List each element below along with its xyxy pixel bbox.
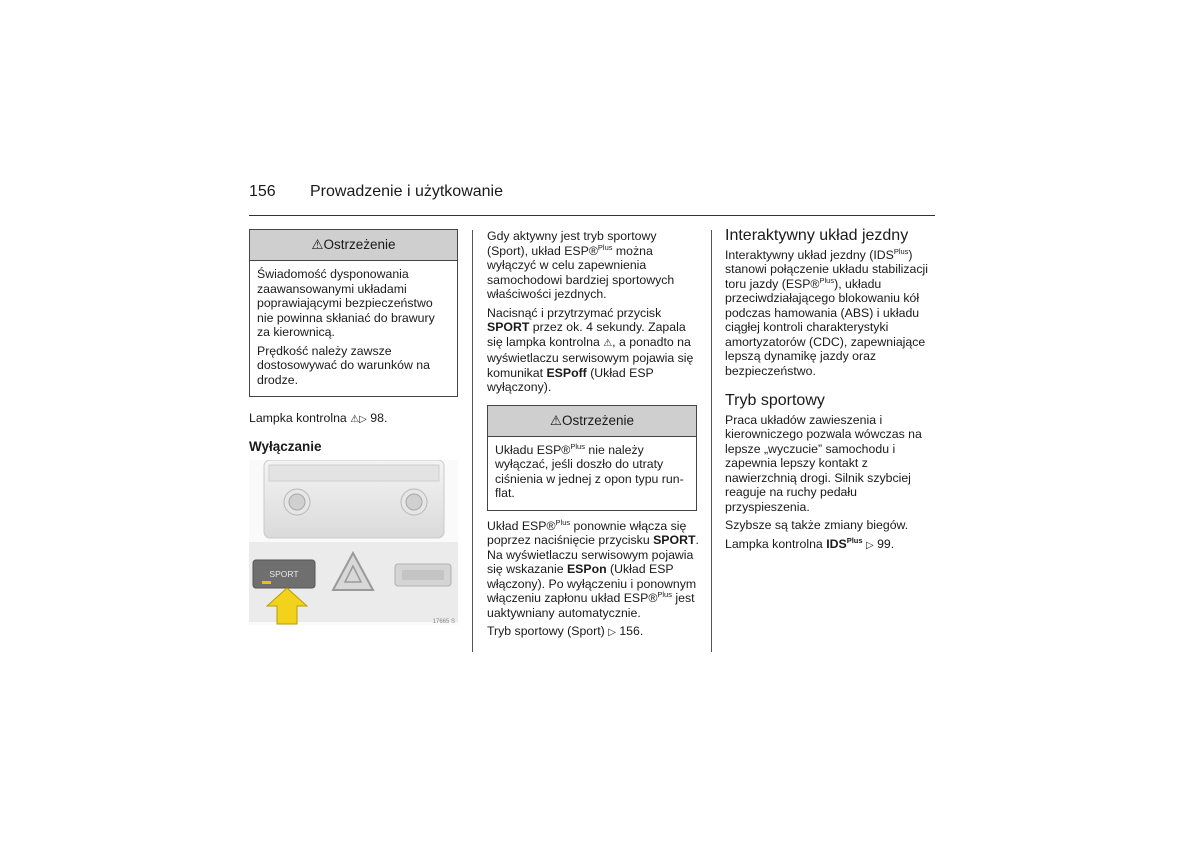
esp-lamp-icon: ⚠ bbox=[603, 337, 613, 349]
paragraph: Praca układów zawieszenia i kierowniczego pozwala wówczas na lepsze „wyczucie” samochodu i zapewnia lepszy kontakt z nawierzchnią drogi. Silnik szybciej reaguje na ruchy pedału przyspieszenia. bbox=[725, 412, 922, 514]
display-strip bbox=[269, 465, 439, 481]
paragraph: Lampka kontrolna $IDS^{Plus}$ ▷ 99. bbox=[725, 535, 895, 551]
warning-text: Świadomość dysponowania zaawansowanymi układami poprawiającymi bezpieczeństwo nie powinna skłaniać do brawury za kierownicą. bbox=[257, 267, 435, 339]
warning-triangle-icon: ⚠ bbox=[549, 412, 563, 428]
warning-header bbox=[488, 406, 696, 437]
paragraph: Układ ESP®$^{Plus}$ ponownie włącza się poprzez naciśnięcie przycisku SPORT. Na wyświetlaczu serwisowym pojawia się wskazanie ESPon (Układ ESP włączony). Po wyłączeniu i ponownym włączeniu zapłonu układ ESP®$^{Plus}$ jest uaktywniany automatycznie. bbox=[487, 517, 699, 620]
column-3 bbox=[725, 229, 937, 557]
warning-title: Ostrzeżenie bbox=[562, 412, 635, 428]
warning-text: Prędkość należy zawsze dostosowywać do warunków na drodze. bbox=[257, 343, 430, 387]
section-heading: Interaktywny układ jezdny bbox=[725, 227, 909, 244]
paragraph: Nacisnąć i przytrzymać przycisk SPORT przez ok. 4 sekundy. Zapala się lampka kontrolna ⚠, a ponadto na wyświetlaczu serwisowym pojawia się komunikat ESPoff (Układ ESP wyłączony). bbox=[487, 305, 694, 394]
heading-off: Wyłączanie bbox=[249, 438, 322, 454]
paragraph: Szybsze są także zmiany biegów. bbox=[725, 518, 909, 532]
figure-code: 17665 S bbox=[432, 619, 455, 625]
page-ref-icon: ▷ bbox=[359, 414, 367, 425]
esp-lamp-icon: ⚠ bbox=[350, 414, 360, 425]
warning-header bbox=[250, 230, 457, 261]
warning-title: Ostrzeżenie bbox=[323, 237, 396, 252]
page-ref-icon: ▷ bbox=[608, 627, 616, 638]
knob-left bbox=[289, 494, 305, 510]
knob-right bbox=[406, 494, 422, 510]
paragraph: Interaktywny układ jezdny $(IDS^{Plus})$ stanowi połączenie układu stabilizacji toru jazdy (ESP®$^{Plus}$), układu przeciwdziałającego blokowaniu kół podczas hamowania (ABS) i układu ciągłej kontroli charakterystyki amortyzatorów (CDC), zapewniające lepszą dynamikę jazdy oraz bezpieczeństwo. bbox=[725, 246, 929, 378]
sport-button-figure bbox=[249, 460, 458, 625]
section-heading: Tryb sportowy bbox=[725, 392, 825, 409]
sport-indicator bbox=[262, 581, 271, 584]
column-2 bbox=[487, 229, 699, 645]
warning-text: Układu ESP®$^{Plus}$ nie należy wyłączać, jeśli doszło do utraty ciśnienia w jednej z opon typu run-flat. bbox=[495, 441, 684, 500]
page-ref-icon: ▷ bbox=[865, 539, 874, 551]
column-1 bbox=[249, 229, 458, 625]
page-number: 156 bbox=[249, 183, 276, 200]
column-divider-2 bbox=[711, 230, 712, 652]
paragraph: Tryb sportowy (Sport) ▷ 156. bbox=[487, 624, 644, 638]
header-rule bbox=[249, 215, 935, 216]
page-title: Prowadzenie i użytkowanie bbox=[310, 183, 503, 200]
column-divider-1 bbox=[472, 230, 473, 652]
warning-box-2 bbox=[487, 405, 697, 511]
sport-button-label: SPORT bbox=[269, 569, 299, 579]
lamp-reference: Lampka kontrolna ⚠▷ 98. bbox=[249, 411, 388, 425]
paragraph: Gdy aktywny jest tryb sportowy (Sport), układ ESP®$^{Plus}$ można wyłączyć w celu zapewnienia samochodowi bardziej sportowych właściwości jezdnych. bbox=[487, 229, 675, 301]
warning-box-1 bbox=[249, 229, 458, 397]
warning-triangle-icon: ⚠ bbox=[311, 237, 324, 252]
